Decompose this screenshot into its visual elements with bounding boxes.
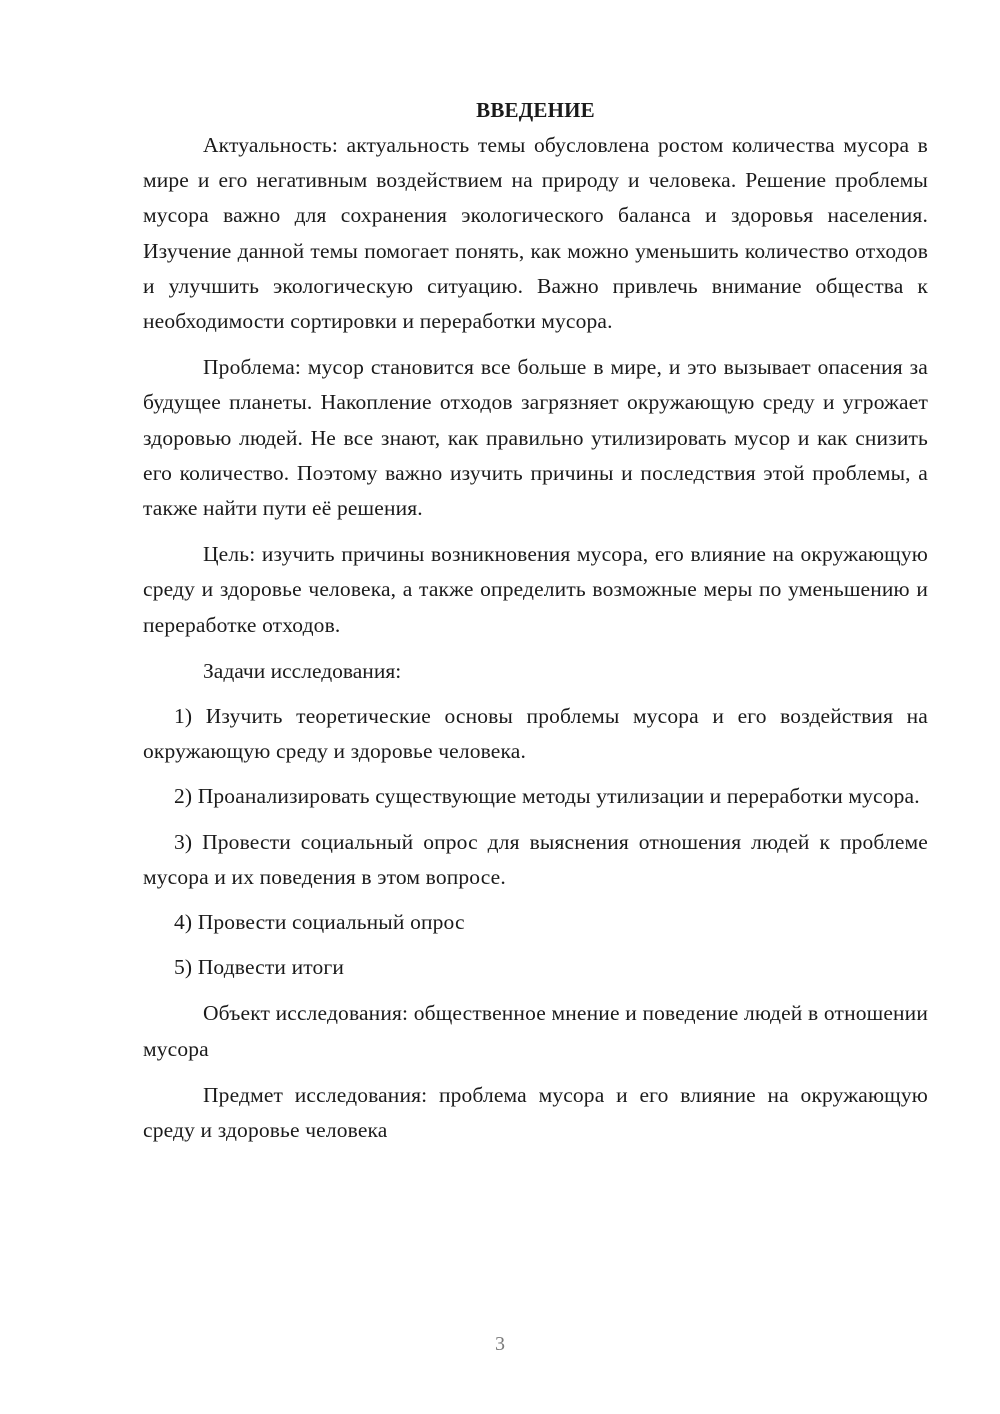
subject-paragraph: Предмет исследования: проблема мусора и его влияние на окружающую среду и здоровье человека: [143, 1082, 928, 1143]
tasks-heading: Задачи исследования:: [203, 658, 402, 683]
task-item-2: 2) Проанализировать существующие методы утилизации и переработки мусора.: [174, 784, 920, 809]
goal-paragraph: Цель: изучить причины возникновения мусора, его влияние на окружающую среду и здоровье человека, а также определить возможные меры по уменьшению и переработке отходов.: [143, 542, 928, 637]
object-paragraph: Объект исследования: общественное мнение и поведение людей в отношении мусора: [143, 1001, 928, 1061]
relevance-paragraph: Актуальность: актуальность темы обусловлена ростом количества мусора в мире и его негативным воздействием на природу и человека. Решение проблемы мусора важно для сохранения экологического баланса и здоровья населения. Изучение данной темы помогает понять, как можно уменьшить количество отходов и улучшить экологическую ситуацию. Важно привлечь внимание общества к необходимости сортировки и переработки мусора.: [143, 133, 928, 334]
section-title: ВВЕДЕНИЕ: [476, 98, 595, 122]
task-item-5: 5) Подвести итоги: [174, 955, 345, 980]
task-item-1: 1) Изучить теоретические основы проблемы мусора и его воздействия на окружающую среду и здоровье человека.: [143, 704, 928, 764]
page-number: 3: [495, 1333, 505, 1355]
task-item-4: 4) Провести социальный опрос: [174, 910, 465, 935]
task-item-3: 3) Провести социальный опрос для выяснения отношения людей к проблеме мусора и их поведения в этом вопросе.: [143, 829, 928, 889]
problem-paragraph: Проблема: мусор становится все больше в мире, и это вызывает опасения за будущее планеты. Накопление отходов загрязняет окружающую среду и угрожает здоровью людей. Не все знают, как правильно утилизировать мусор и как снизить его количество. Поэтому важно изучить причины и последствия этой проблемы, а также найти пути её решения.: [143, 355, 928, 521]
document-page: [143, 93, 928, 1148]
